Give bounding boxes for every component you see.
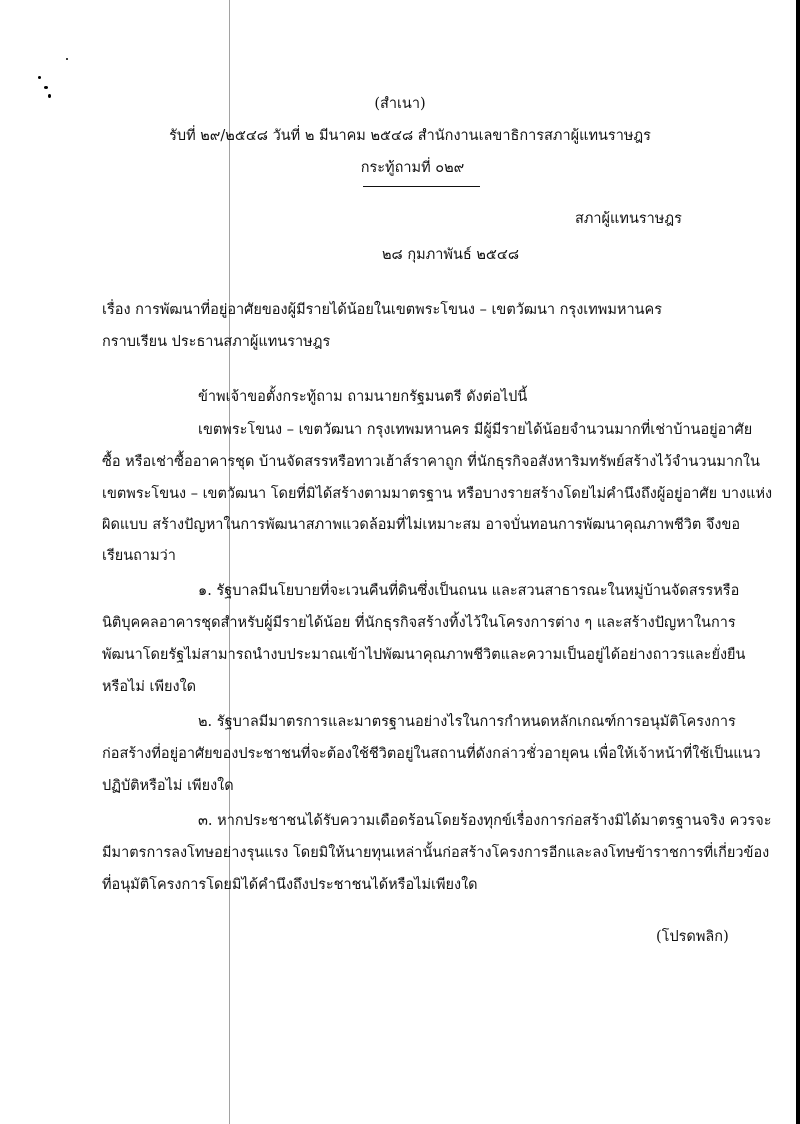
question-3-line: ๓. หากประชาชนได้รับความเดือดร้อนโดยร้องทุกข์เรื่องการก่อสร้างมิได้มาตรฐานจริง ควรจะ bbox=[198, 813, 772, 829]
receipt-line: รับที่ ๒๙/๒๕๔๘ วันที่ ๒ มีนาคม ๒๕๔๘ สำนักงานเลขาธิการสภาผู้แทนราษฎร bbox=[169, 128, 651, 144]
question-1-line: พัฒนาโดยรัฐไม่สามารถนำงบประมาณเข้าไปพัฒนาคุณภาพชีวิตและความเป็นอยู่ได้อย่างถาวรและยั่งยืน bbox=[102, 647, 746, 663]
intro-line: ข้าพเจ้าขอตั้งกระทู้ถาม ถามนายกรัฐมนตรี ดังต่อไปนี้ bbox=[198, 389, 528, 405]
question-2-line: ๒. รัฐบาลมีมาตรการและมาตรฐานอย่างไรในการกำหนดหลักเกณฑ์การอนุมัติโครงการ bbox=[198, 714, 736, 730]
body-line: ผิดแบบ สร้างปัญหาในการพัฒนาสภาพแวดล้อมที่ไม่เหมาะสม อาจบั่นทอนการพัฒนาคุณภาพชีวิต จึงขอ bbox=[102, 517, 741, 533]
question-1-line: หรือไม่ เพียงใด bbox=[102, 679, 197, 695]
body-line: เขตพระโขนง – เขตวัฒนา โดยที่มิได้สร้างตามมาตรฐาน หรือบางรายสร้างโดยไม่คำนึงถึงผู้อยู่อาศัย บางแห่ง bbox=[102, 486, 773, 502]
question-3-line: มีมาตรการลงโทษอย่างรุนแรง โดยมิให้นายทุนเหล่านั้นก่อสร้างโครงการอีกและลงโทษข้าราชการที่เกี่ยวข้อง bbox=[102, 845, 770, 861]
body-line: เขตพระโขนง – เขตวัฒนา กรุงเทพมหานคร มีผู้มีรายได้น้อยจำนวนมากที่เช่าบ้านอยู่อาศัย bbox=[198, 422, 753, 438]
copy-mark: (สำเนา) bbox=[374, 96, 426, 112]
salutation: กราบเรียน ประธานสภาผู้แทนราษฎร bbox=[102, 334, 331, 350]
question-number: กระทู้ถามที่ ๐๒๙ bbox=[360, 160, 465, 176]
question-2-line: ก่อสร้างที่อยู่อาศัยของประชาชนที่จะต้องใช้ชีวิตอยู่ในสถานที่ดังกล่าวชั่วอายุคน เพื่อให้เจ้าหน้าที่ใช้เป็นแนว bbox=[102, 746, 761, 762]
body-line: ซื้อ หรือเช่าซื้ออาคารชุด บ้านจัดสรรหรือทาวเฮ้าส์ราคาถูก ที่นักธุรกิจอสังหาริมทรัพย์สร้างไว้จำนวนมากใน bbox=[102, 454, 760, 470]
question-2-line: ปฏิบัติหรือไม่ เพียงใด bbox=[102, 778, 234, 794]
office-name: สภาผู้แทนราษฎร bbox=[575, 211, 682, 227]
question-1-line: ๑. รัฐบาลมีนโยบายที่จะเวนคืนที่ดินซึ่งเป็นถนน และสวนสาธารณะในหมู่บ้านจัดสรรหรือ bbox=[198, 583, 740, 599]
question-3-line: ที่อนุมัติโครงการโดยมิได้คำนึงถึงประชาชนได้หรือไม่เพียงใด bbox=[102, 877, 478, 893]
body-line: เรียนถามว่า bbox=[102, 548, 176, 564]
header-rule bbox=[363, 186, 480, 187]
question-1-line: นิติบุคคลอาคารชุดสำหรับผู้มีรายได้น้อย ที่นักธุรกิจสร้างทิ้งไว้ในโครงการต่าง ๆ และสร้างปัญหาในการ bbox=[102, 615, 736, 631]
document-date: ๒๘ กุมภาพันธ์ ๒๕๔๘ bbox=[382, 247, 520, 263]
turn-over-note: (โปรดพลิก) bbox=[656, 929, 729, 945]
subject-line: เรื่อง การพัฒนาที่อยู่อาศัยของผู้มีรายได้น้อยในเขตพระโขนง – เขตวัฒนา กรุงเทพมหานคร bbox=[102, 302, 663, 318]
